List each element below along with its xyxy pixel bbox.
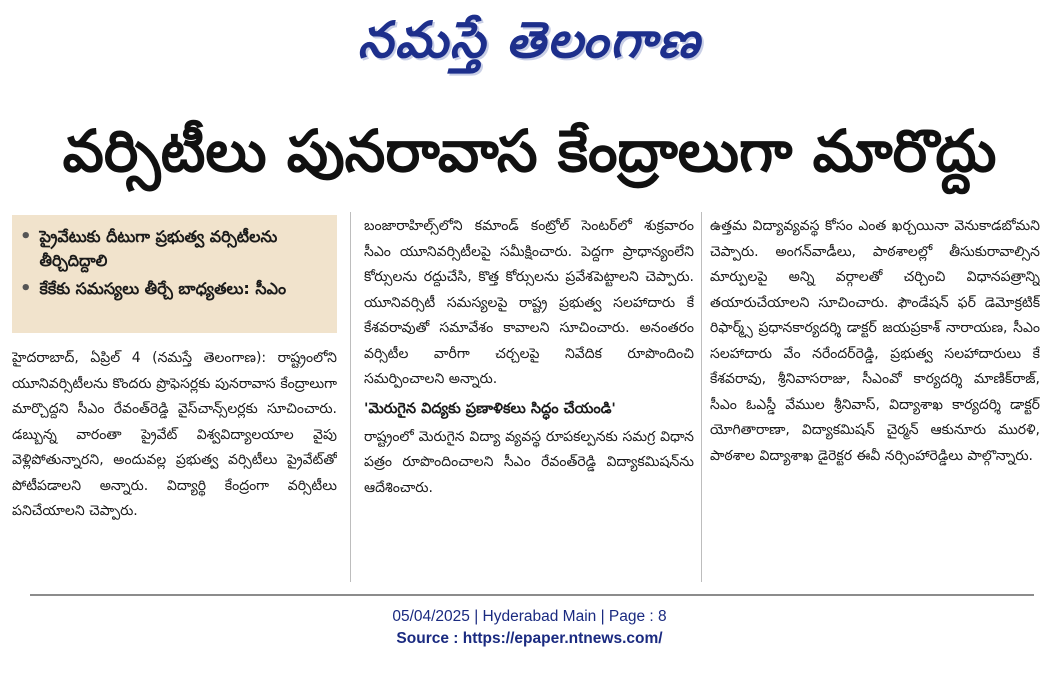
highlight-item bbox=[20, 225, 329, 273]
highlight-text: కేకేకు సమస్యలు తీర్చే బాధ్యతలు: సీఎం bbox=[39, 279, 287, 298]
article-headline: వర్సిటీలు పునరావాస కేంద్రాలుగా మారొద్దు bbox=[62, 117, 997, 185]
article-column-2 bbox=[364, 214, 694, 584]
column-divider bbox=[701, 212, 702, 582]
source-link[interactable]: Source : https://epaper.ntnews.com/ bbox=[396, 630, 663, 647]
highlight-item bbox=[20, 277, 329, 301]
article-subheading: 'మెరుగైన విద్యకు ప్రణాళికలు సిద్ధం చేయండి' bbox=[364, 400, 616, 417]
bullet-icon: • bbox=[20, 226, 32, 247]
bullet-icon: • bbox=[20, 278, 32, 299]
highlights-box bbox=[12, 215, 337, 333]
newspaper-masthead: నమస్తే తెలంగాణ bbox=[357, 11, 702, 69]
column-divider bbox=[350, 212, 351, 582]
article-column-3: ఉత్తమ విద్యావ్యవస్థ కోసం ఎంత ఖర్చయినా వెనుకాడబోమని చెప్పారు. అంగన్‌వాడీలు, పాఠశాలల్లో తీసుకురావాల్సిన మార్పులపై అన్ని వర్గాలతో చర్చించి విధానపత్రాన్ని తయారుచేయాలని సూచించారు. ఫౌండేషన్ ఫర్ డెమోక్రటిక్ రిఫార్మ్స్ ప్రధానకార్యదర్శి డాక్టర్ జయప్రకాశ్ నారాయణ, సీఎం సలహాదారు వేం నరేందర్‌రెడ్డి, ప్రభుత్వ సలహాదారులు కే కేశవరావు, శ్రీనివాసరాజు, సీఎంవో కార్యదర్శి మాణిక్‌రాజ్, సీఎం ఓఎస్డీ వేముల శ్రీనివాస్, విద్యాశాఖ కార్యదర్శి డాక్టర్ యోగితారాణా, విద్యాకమిషన్ చైర్మన్ ఆకునూరు మురళి, పాఠశాల విద్యాశాఖ డైరెక్టర ఈవీ నర్సింహారెడ్డిలు పాల్గొన్నారు. bbox=[710, 218, 1040, 464]
column-2-body-continued: రాష్ట్రంలో మెరుగైన విద్యా వ్యవస్థ రూపకల్పనకు సమగ్ర విధాన పత్రం రూపొందించాలని సీఎం రేవంత్‌రెడ్డి విద్యాకమిషన్‌ను ఆదేశించారు. bbox=[364, 428, 694, 496]
footer-divider bbox=[30, 594, 1034, 596]
edition-info: 05/04/2025 | Hyderabad Main | Page : 8 bbox=[392, 608, 667, 625]
highlight-text: ప్రైవేటుకు దీటుగా ప్రభుత్వ వర్సిటీలను తీర్చిదిద్దాలి bbox=[39, 227, 278, 270]
page-footer bbox=[0, 606, 1059, 650]
column-2-body: బంజారాహిల్స్‌లోని కమాండ్ కంట్రోల్ సెంటర్‌లో శుక్రవారం సీఎం యూనివర్సిటీలపై సమీక్షించారు. పెద్దగా ప్రాధాన్యంలేని కోర్సులను రద్దుచేసి, కొత్త కోర్సులను ప్రవేశపెట్టాలని చెప్పారు. యూనివర్సిటీ సమస్యలపై రాష్ట్ర ప్రభుత్వ సలహాదారు కే కేశవరావుతో సమావేశం కావాలని సూచించారు. అనంతరం వర్సిటీల వారీగా చర్చలపై నివేదిక రూపొందించి సమర్పించాలని అన్నారు. bbox=[364, 218, 694, 387]
article-column-1: హైదరాబాద్, ఏప్రిల్ 4 (నమస్తే తెలంగాణ): రాష్ట్రంలోని యూనివర్సిటీలను కొందరు ప్రొఫెసర్లకు పునరావాస కేంద్రాలుగా మార్చొద్దని సీఎం రేవంత్‌రెడ్డి వైస్‌చాన్స్‌లర్లకు సూచించారు. డబ్బున్న వారంతా ప్రైవేట్ విశ్వవిద్యాలయాల వైపు వెళ్లిపోతున్నారని, అందువల్ల ప్రభుత్వ వర్సిటీలు ప్రైవేట్‌తో పోటీపడాలని అన్నారు. విద్యార్థి కేంద్రంగా వర్సిటీలు పనిచేయాలని చెప్పారు. bbox=[12, 350, 337, 519]
